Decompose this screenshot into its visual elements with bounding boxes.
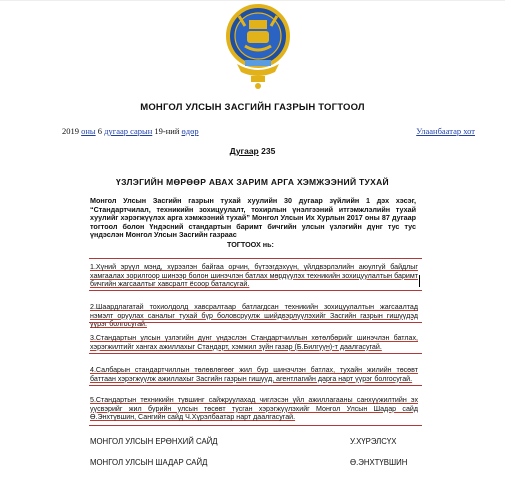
resolution-item-4: 4.Салбарын стандартчиллын төлөвлөгөөг жил бүр шинэчлэн батлах, тухайн жилийн төсөвт баттаан хэрэгжүүлж ажиллахыг Засгийн газрын гишүүд, агентлагийн дарга нарт үүрэг болгосугай. bbox=[90, 366, 418, 383]
signature-name-1: У.ХҮРЭЛСҮХ bbox=[350, 437, 397, 446]
signature-role-2: МОНГОЛ УЛСЫН ШАДАР САЙД bbox=[90, 458, 208, 467]
item-1-bottom-rule bbox=[89, 290, 422, 291]
signature-role-1: МОНГОЛ УЛСЫН ЕРӨНХИЙ САЙД bbox=[90, 437, 218, 446]
item-2-bottom-rule bbox=[89, 322, 422, 323]
city-name: Улаанбаатар хот bbox=[416, 126, 475, 136]
date-year-word: оны bbox=[81, 126, 96, 136]
top-border bbox=[0, 0, 505, 1]
resolution-item-1: 1.Хүний эрүүл мэнд, хүрээлэн байгаа орчин, бүтээгдэхүүн, үйлдвэрлэлийн аюулгүй байдлыг хамгаалах зорилгоор шинээр болон шинэчлэн батлах мөрдүүлэх техникийн зохицуулалтын баримт бичгийн жагсаалтыг хавсралт ёсоор баталсугай. bbox=[90, 263, 418, 289]
intro-resolves: ТОГТООХ нь: bbox=[227, 240, 274, 249]
number-value: 235 bbox=[261, 146, 276, 156]
date-day-word: өдөр bbox=[181, 126, 199, 136]
date-month: 6 bbox=[97, 126, 103, 136]
item-5-bottom-rule bbox=[89, 425, 422, 426]
resolution-item-5: 5.Стандартын техникийн түвшинг сайжруулахад чиглэсэн үйл ажиллагааны санхүүжилтийн эх үүсвэрийг жил бүрийн улсын төсөвт тусган хэрэгжүүлэхийг Монгол Улсын Шадар сайд Ө.Энхтүвшин, Сангийн сайд Ч.Хүрэлбаатар нарт даалгасугай. bbox=[90, 396, 418, 422]
resolution-subject: ҮЗЛЭГИЙН МӨРӨӨР АВАХ ЗАРИМ АРГА ХЭМЖЭЭНИЙ ТУХАЙ bbox=[116, 177, 389, 187]
document-title: МОНГОЛ УЛСЫН ЗАСГИЙН ГАЗРЫН ТОГТООЛ bbox=[140, 102, 365, 113]
date-day: 19-ний bbox=[154, 126, 180, 136]
signature-name-2: Ө.ЭНХТҮВШИН bbox=[350, 458, 408, 467]
item-3-bottom-rule bbox=[89, 353, 422, 354]
resolution-item-3: 3.Стандартын улсын үзлэгийн дүнг үндэслэн Стандартчиллын хөтөлбөрийг шинэчлэн батлах, хэрэгжилтийг хангах ажиллахыг Стандарт, хэмжил зүйн газар (Б.Билгүүн)-т даалгасугай. bbox=[90, 334, 418, 351]
resolution-item-2: 2.Шаардлагатай тохиолдолд хавсралтаар батлагдсан техникийн зохицуулалтын жагсаалтад нэмэлт оруулах саналыг тухай бүр боловсруулж шийдвэрлүүлэхийг Засгийн газрын гишүүдэд үүрэг болгосугай. bbox=[90, 303, 418, 329]
date-line bbox=[62, 126, 199, 136]
number-label: Дугаар bbox=[229, 146, 259, 156]
resolution-number bbox=[0, 146, 505, 156]
intro-paragraph: Монгол Улсын Засгийн газрын тухай хуулийн 30 дугаар зүйлийн 1 дэх хэсэг, “Стандартчилал, техникийн зохицуулалт, тохирлын үнэлгээний итгэмжлэлийн тухай хуулийг хэрэгжүүлэх арга хэмжээний тухай” Монгол Улсын Их Хурлын 2017 оны 87 дугаар тогтоол болон Үндэсний стандартын баримт бичгийн улсын үзлэгийн дүнг тус тус үндэслэн Монгол Улсын Засгийн газраас bbox=[90, 196, 416, 240]
item-4-bottom-rule bbox=[89, 385, 422, 386]
state-emblem-icon bbox=[225, 2, 291, 90]
item-1-top-rule bbox=[89, 258, 422, 259]
text-cursor bbox=[419, 275, 420, 287]
date-year: 2019 bbox=[62, 126, 79, 136]
date-month-word: дугаар сарын bbox=[104, 126, 153, 136]
